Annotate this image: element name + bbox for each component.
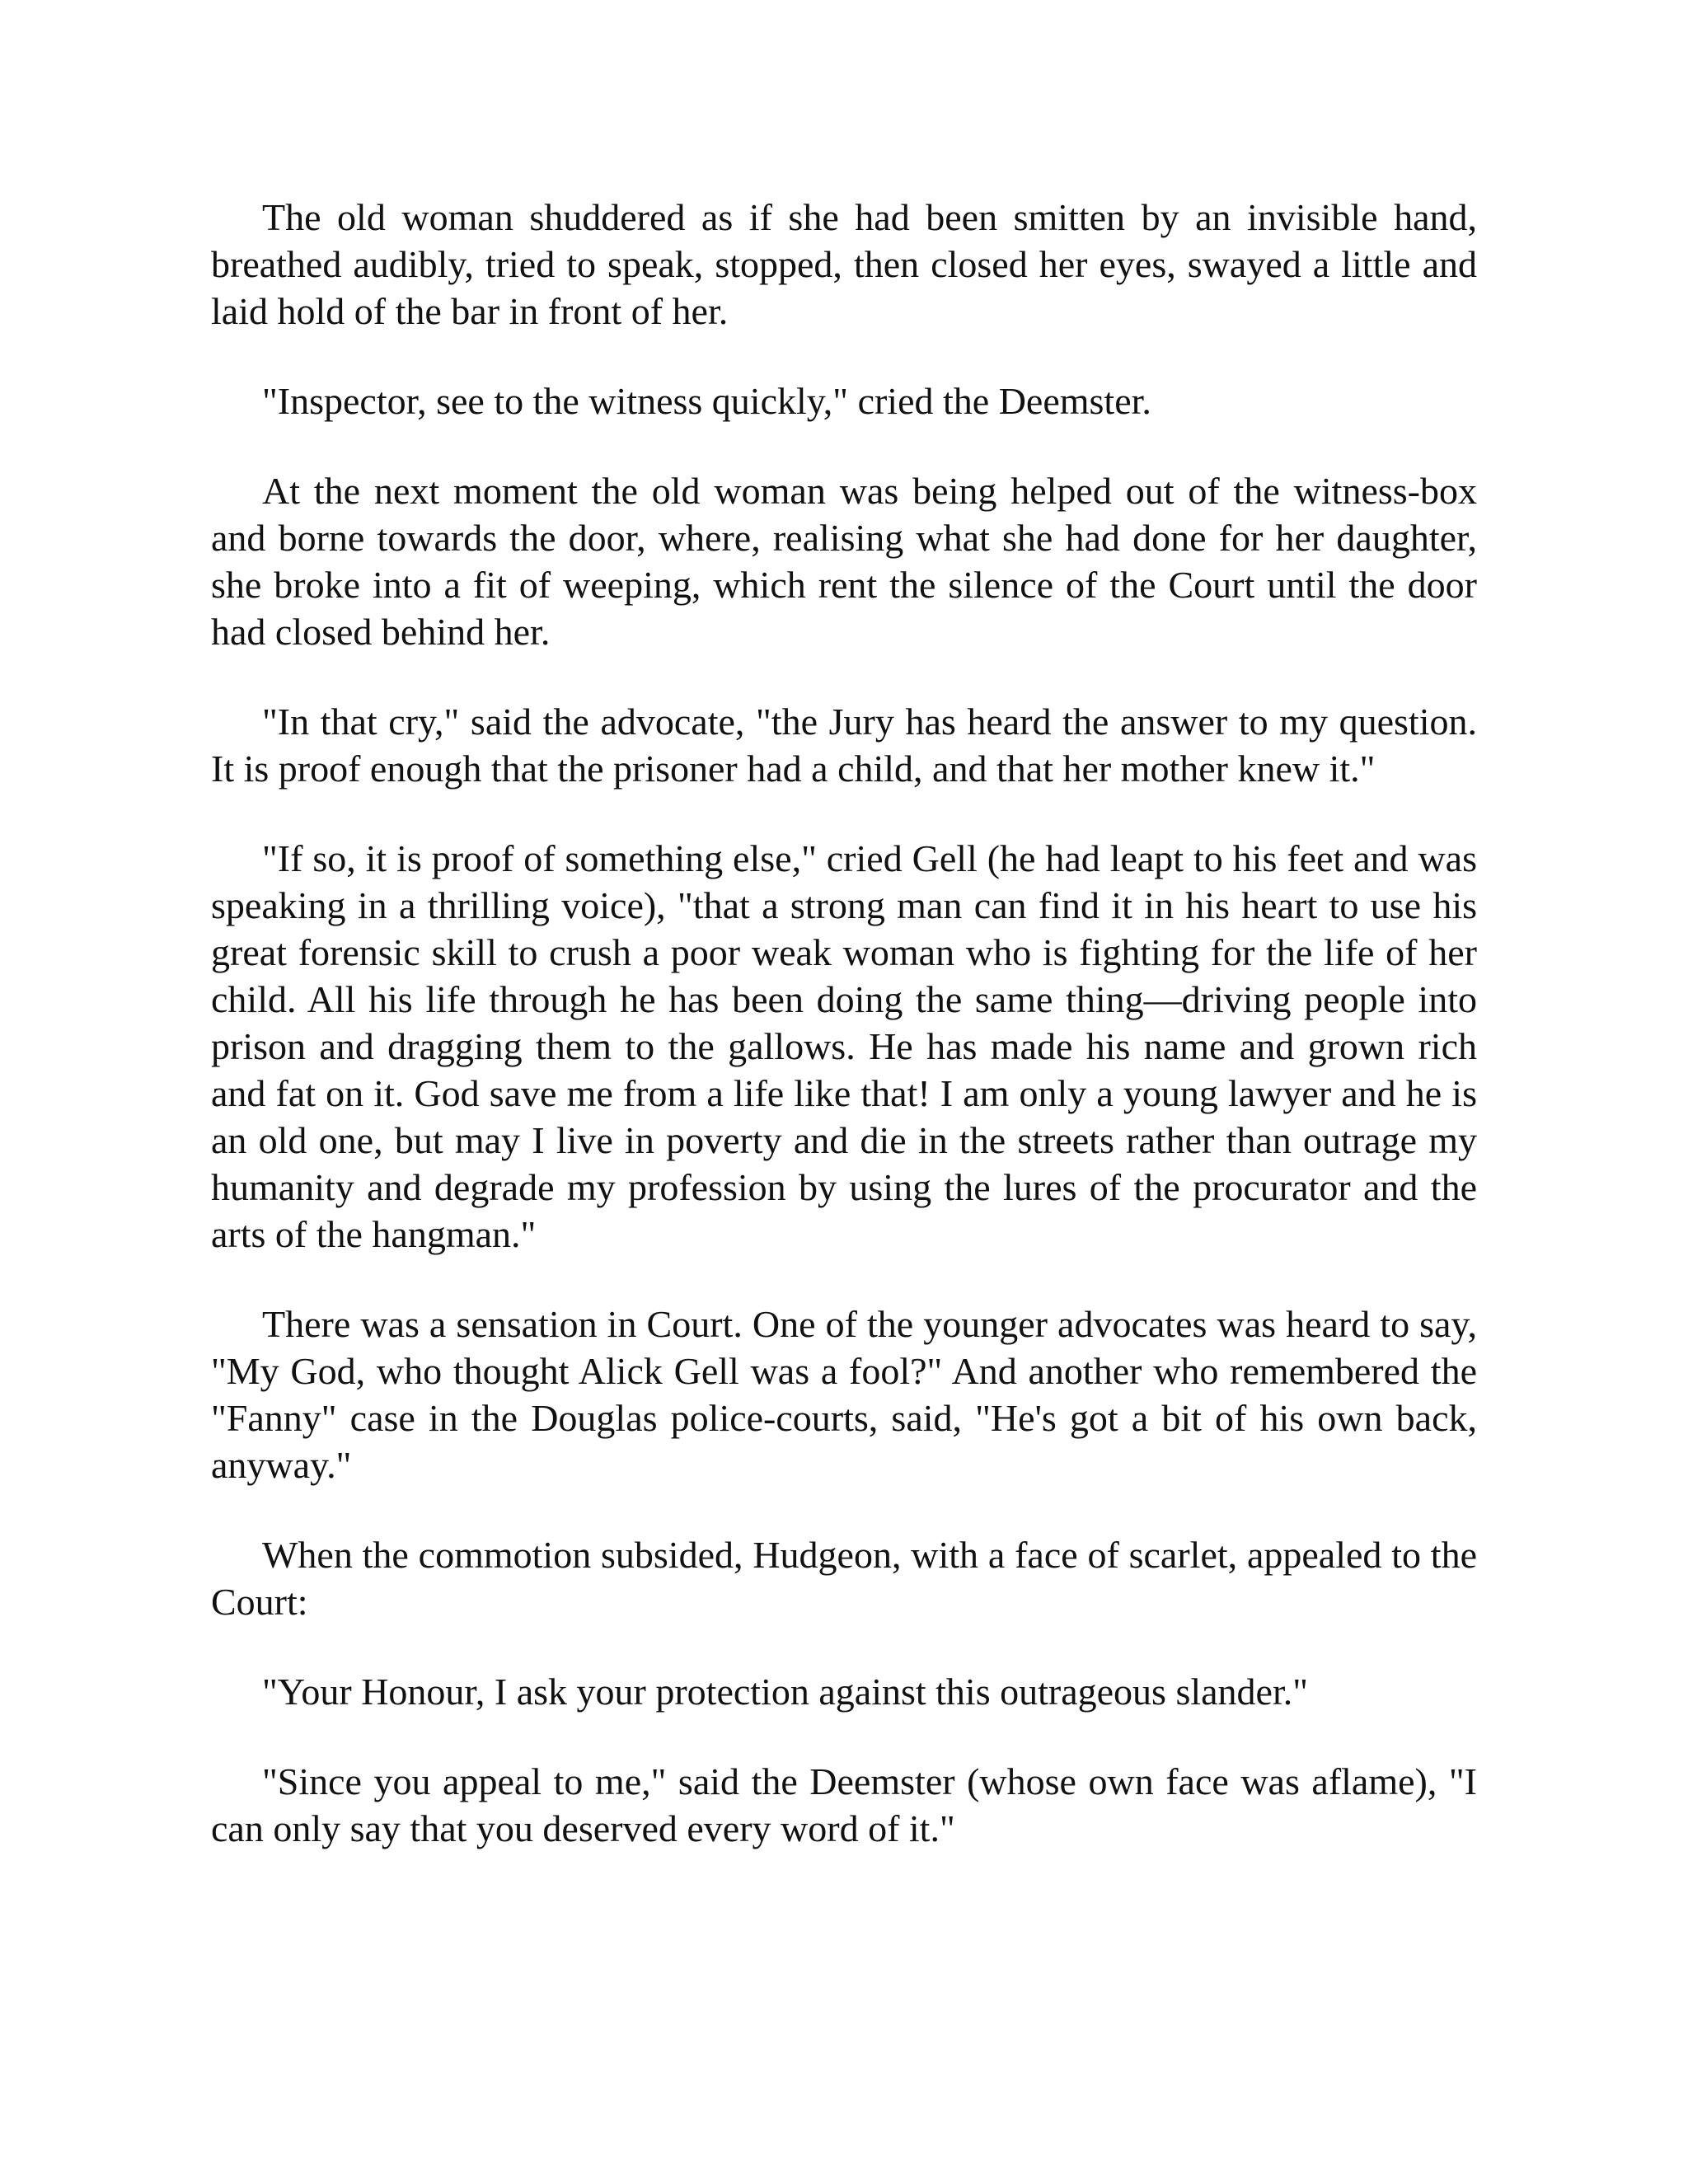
paragraph-9: "Since you appeal to me," said the Deemster (whose own face was aflame), "I can only say that you deserved every word of it." [211, 1760, 1477, 1849]
paragraph-1: The old woman shuddered as if she had been smitten by an invisible hand, breathed audibly, tried to speak, stopped, then closed her eyes, swayed a little and laid hold of the bar in front of her. [211, 196, 1477, 332]
paragraph-7: When the commotion subsided, Hudgeon, with a face of scarlet, appealed to the Court: [211, 1534, 1477, 1623]
paragraph-4: "In that cry," said the advocate, "the Jury has heard the answer to my question. It is proof enough that the prisoner had a child, and that her mother knew it." [211, 701, 1477, 790]
paragraph-2: "Inspector, see to the witness quickly," cried the Deemster. [262, 380, 1151, 422]
paragraph-3: At the next moment the old woman was being helped out of the witness-box and borne towards the door, where, realising what she had done for her daughter, she broke into a fit of weeping, which rent the silence of the Court until the door had closed behind her. [211, 470, 1477, 653]
body-text [211, 194, 1477, 1895]
paragraph-5: "If so, it is proof of something else," cried Gell (he had leapt to his feet and was speaking in a thrilling voice), "that a strong man can find it in his heart to use his great forensic skill to crush a poor weak woman who is fighting for the life of her child. All his life through he has been doing the same thing—driving people into prison and dragging them to the gallows. He has made his name and grown rich and fat on it. God save me from a life like that! I am only a young lawyer and he is an old one, but may I live in poverty and die in the streets rather than outrage my humanity and degrade my profession by using the lures of the procurator and the arts of the hangman." [211, 837, 1477, 1255]
paragraph-8: "Your Honour, I ask your protection against this outrageous slander." [262, 1671, 1309, 1713]
paragraph-6: There was a sensation in Court. One of the younger advocates was heard to say, "My God, who thought Alick Gell was a fool?" And another who remembered the "Fanny" case in the Douglas police-courts, said, "He's got a bit of his own back, anyway." [211, 1303, 1477, 1486]
